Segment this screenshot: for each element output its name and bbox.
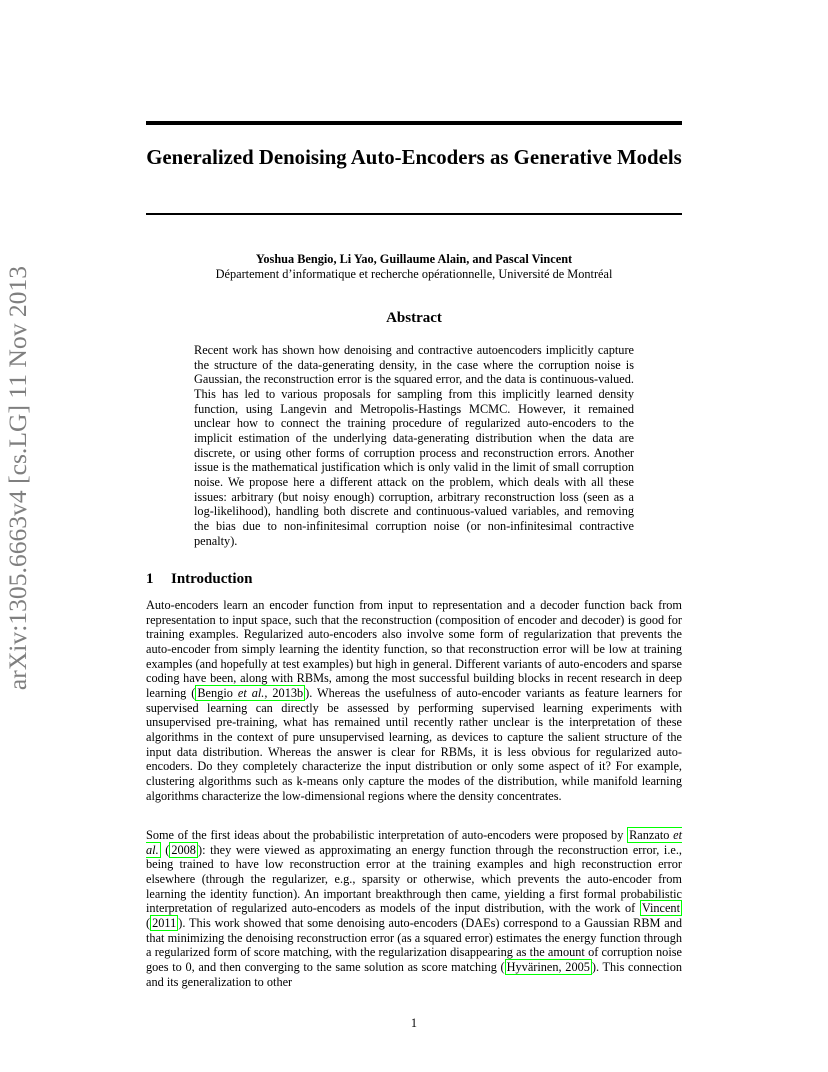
intro-paragraph-2: Some of the first ideas about the probabilistic interpretation of auto-encoders were proposed by Ranzato et al. ( 2008 ): they were viewed as approximating an energy function through the reconstruction error, i.e., being trained to have low reconstruction error at the training examples and high reconstruction error elsewhere (through the regularizer, e.g., sparsity or otherwise, which prevents the auto-encoder from learning the identity function). An important breakthrough then came, yielding a first formal probabilistic interpretation of regularized auto-encoders as models of the input distribution, with the work of Vincent ( 2011 ). This work showed that some denoising auto-encoders (DAEs) correspond to a Gaussian RBM and that minimizing the denoising reconstruction error (as a squared error) estimates the energy function through a regularized form of score matching, with the regularization disappearing as the amount of corruption noise goes to 0, and then converging to the same solution as score matching ( Hyvärinen, 2005 ). This connection and its generalization to other xyxy=(146,828,683,989)
page-number: 1 xyxy=(410,1016,418,1030)
citation-etal: et al. xyxy=(146,828,682,857)
citation-author: Ranzato xyxy=(629,828,670,842)
citation-year: 2005 xyxy=(565,959,590,974)
citation-author: Hyvärinen xyxy=(506,959,559,974)
intro-paragraph-1 xyxy=(146,598,682,803)
section-heading xyxy=(146,570,682,589)
para1-text-before: Auto-encoders learn an encoder function from input to representation and a decoder function back from representation to input space, such that the reconstruction (composition of encoder and decoder) is good for training examples. Regularized auto-encoders also involve some form of regularization that prevents the auto-encoder from simply learning the identity function, so that reconstruction error will be low at training examples (and hopefully at test examples) but high in general. Different variants of auto-encoders and sparse coding have been, along with RBMs, among the most successful building blocks in recent research in deep learning ( xyxy=(146,598,682,700)
citation-author: Vincent xyxy=(641,901,680,916)
section-title: Introduction xyxy=(171,571,253,587)
citation-link[interactable] xyxy=(150,915,178,931)
citation-year: 2013b xyxy=(272,685,304,700)
citation-etal: et al. xyxy=(237,685,265,700)
citation-author: Bengio xyxy=(197,685,233,700)
citation-link[interactable]: Hyvärinen, 2005 xyxy=(506,959,590,974)
para2-text-before: Some of the first ideas about the probabilistic interpretation of auto-encoders were proposed by xyxy=(146,828,628,842)
para2-text-mid1: : they were viewed as approximating an energy function through the reconstruction error, i.e., being trained to have low reconstruction error at the training examples and high reconstruction error elsewhere (through the regularizer, e.g., sparsity or otherwise, which prevents the auto-encoder from learning the identity function). An important breakthrough then came, yielding a first formal probabilistic interpretation of regularized auto-encoders as models of the input distribution, with the work of xyxy=(146,842,683,916)
arxiv-id: arXiv:1305.6663v4 [cs.LG] 11 Nov 2013 xyxy=(3,265,32,691)
abstract-text: Recent work has shown how denoising and contractive autoencoders implicitly capture the structure of the data-generating density, in the case where the corruption noise is Gaussian, the reconstruction error is the squared error, and the data is continuous-valued. This has led to various proposals for sampling from this implicitly learned density function, using Langevin and Metropolis-Hastings MCMC. However, it remained unclear how to connect the training procedure of regularized auto-encoders to the implicit estimation of the underlying data-generating distribution when the data are discrete, or using other forms of corruption process and reconstruction errors. Another issue is the mathematical justification which is only valid in the limit of small corruption noise. We propose here a different attack on the problem, which deals with all these issues: arbitrary (but noisy enough) corruption, arbitrary reconstruction loss (seen as a log-likelihood), handling both discrete and continuous-valued variables, and removing the bias due to non-infinitesimal corruption noise (or non-infinitesimal contractive penalty). xyxy=(194,343,634,548)
section-number: 1 xyxy=(146,571,154,587)
title-bottom-rule xyxy=(146,213,682,215)
author-list: Yoshua Bengio, Li Yao, Guillaume Alain, and Pascal Vincent xyxy=(255,252,573,266)
citation-link[interactable] xyxy=(640,900,682,916)
abstract-heading: Abstract xyxy=(386,310,442,326)
citation-year: 2011 xyxy=(152,915,177,930)
para2-text-mid2: . This work showed that some denoising auto-encoders (DAEs) correspond to a Gaussian RBM and that minimizing the denoising reconstruction error (as a squared error) estimates the energy function through a regularized form of score matching, with the regularization disappearing as the amount of corruption noise goes to 0, and then converging to the same solution as score matching ( xyxy=(146,915,682,974)
citation-year: 2008 xyxy=(171,842,196,857)
citation-link[interactable]: Bengio et al., 2013b xyxy=(197,685,304,700)
title-top-rule xyxy=(146,121,682,125)
citation-link[interactable] xyxy=(169,842,198,858)
paper-title: Generalized Denoising Auto-Encoders as Generative Models xyxy=(146,146,682,169)
affiliation: Département d’informatique et recherche opérationnelle, Université de Montréal xyxy=(215,267,613,281)
para2-text-after: ). This connection and its generalization to other xyxy=(146,959,682,989)
para1-text-after: ). Whereas the usefulness of auto-encoder variants as feature learners for supervised learning can directly be assessed by performing supervised learning experiments with unsupervised pre-training, what has remained until recently rather unclear is the interpretation of these algorithms in the context of pure unsupervised learning, as devices to capture the salient structure of the input data distribution. Whereas the answer is clear for RBMs, it is less obvious for regularized auto-encoders. Do they completely characterize the input distribution or only some aspect of it? For example, clustering algorithms such as k-means only capture the modes of the distribution, while manifold learning algorithms characterize the low-dimensional regions where the density concentrates. xyxy=(146,685,682,803)
